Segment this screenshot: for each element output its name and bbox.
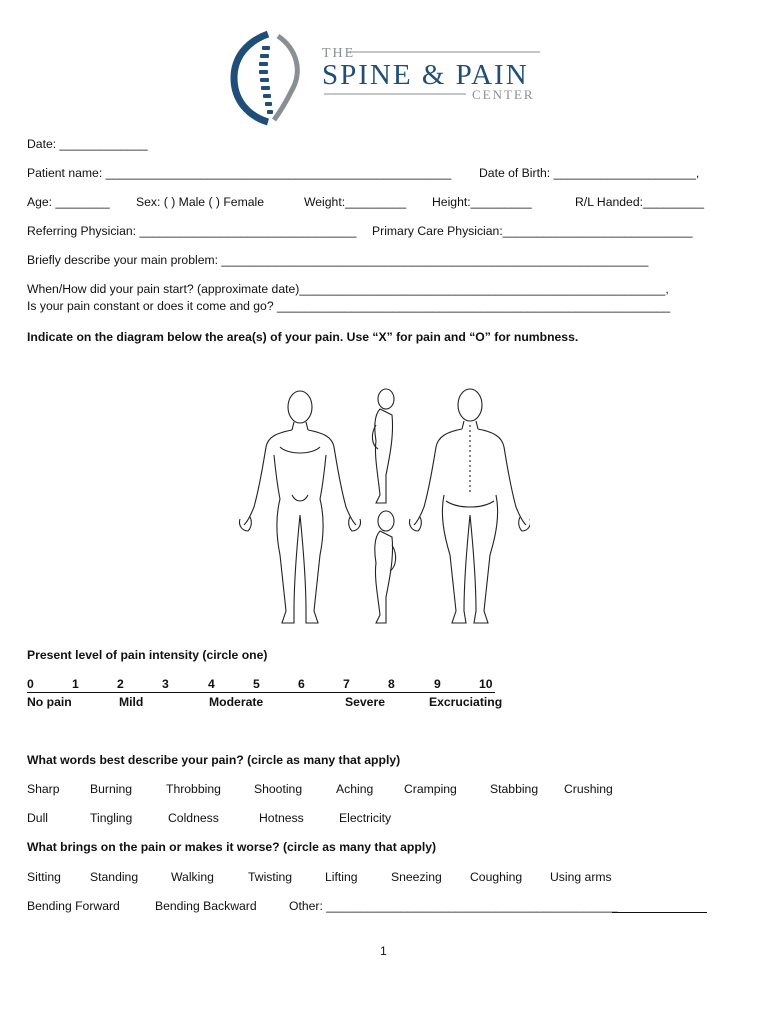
logo-center-text: CENTER: [472, 87, 535, 102]
trigger-sneezing[interactable]: Sneezing: [391, 870, 442, 884]
word-electricity[interactable]: Electricity: [339, 811, 392, 825]
date-of-birth-field[interactable]: Date of Birth: _____________________,: [479, 166, 700, 180]
pain-constant-field[interactable]: Is your pain constant or does it come and go? __________________________________________________________: [27, 299, 671, 313]
word-burning[interactable]: Burning: [90, 782, 133, 796]
label-severe: Severe: [345, 695, 385, 709]
back-body-figure[interactable]: [409, 389, 530, 623]
scale-1[interactable]: 1: [72, 677, 79, 691]
pain-start-field[interactable]: When/How did your pain start? (approximate date)______________________________________________________,: [27, 282, 669, 296]
trigger-using-arms[interactable]: Using arms: [550, 870, 612, 884]
diagram-instruction: Indicate on the diagram below the area(s) of your pain. Use “X” for pain and “O” for numbness.: [27, 330, 579, 344]
pain-words-heading: What words best describe your pain? (circle as many that apply): [27, 753, 401, 767]
scale-5[interactable]: 5: [253, 677, 260, 691]
word-crushing[interactable]: Crushing: [564, 782, 613, 796]
body-diagram[interactable]: [230, 385, 530, 635]
pain-intensity-heading: Present level of pain intensity (circle one): [27, 648, 268, 662]
scale-6[interactable]: 6: [298, 677, 305, 691]
trigger-standing[interactable]: Standing: [90, 870, 139, 884]
word-aching[interactable]: Aching: [336, 782, 374, 796]
page-number: 1: [380, 944, 387, 958]
date-field[interactable]: Date: _____________: [27, 137, 148, 151]
word-cramping[interactable]: Cramping: [404, 782, 457, 796]
word-dull[interactable]: Dull: [27, 811, 48, 825]
side-body-figure-top[interactable]: [372, 389, 394, 503]
trigger-sitting[interactable]: Sitting: [27, 870, 61, 884]
other-field-underline: [612, 912, 707, 913]
side-body-figure-bottom[interactable]: [375, 511, 396, 623]
scale-3[interactable]: 3: [162, 677, 169, 691]
scale-4[interactable]: 4: [208, 677, 215, 691]
trigger-bending-forward[interactable]: Bending Forward: [27, 899, 120, 913]
word-throbbing[interactable]: Throbbing: [166, 782, 221, 796]
scale-9[interactable]: 9: [434, 677, 441, 691]
patient-name-field[interactable]: Patient name: ___________________________________________________: [27, 166, 452, 180]
trigger-lifting[interactable]: Lifting: [325, 870, 358, 884]
trigger-bending-backward[interactable]: Bending Backward: [155, 899, 257, 913]
primary-care-physician-field[interactable]: Primary Care Physician:____________________________: [372, 224, 693, 238]
scale-7[interactable]: 7: [343, 677, 350, 691]
referring-physician-field[interactable]: Referring Physician: ________________________________: [27, 224, 357, 238]
trigger-walking[interactable]: Walking: [171, 870, 214, 884]
label-mild: Mild: [119, 695, 144, 709]
trigger-twisting[interactable]: Twisting: [248, 870, 293, 884]
scale-8[interactable]: 8: [388, 677, 395, 691]
word-tingling[interactable]: Tingling: [90, 811, 133, 825]
handedness-field[interactable]: R/L Handed:_________: [575, 195, 704, 209]
word-hotness[interactable]: Hotness: [259, 811, 304, 825]
height-field[interactable]: Height:_________: [432, 195, 532, 209]
weight-field[interactable]: Weight:_________: [304, 195, 407, 209]
logo-the-text: THE: [322, 46, 356, 61]
label-moderate: Moderate: [209, 695, 264, 709]
logo-name-text: SPINE & PAIN: [322, 59, 529, 91]
sex-field[interactable]: Sex: ( ) Male ( ) Female: [136, 195, 264, 209]
age-field[interactable]: Age: ________: [27, 195, 110, 209]
word-sharp[interactable]: Sharp: [27, 782, 60, 796]
spine-pain-center-logo: [228, 28, 548, 128]
trigger-coughing[interactable]: Coughing: [470, 870, 523, 884]
scale-10[interactable]: 10: [479, 677, 493, 691]
label-no-pain: No pain: [27, 695, 72, 709]
worse-heading: What brings on the pain or makes it worse? (circle as many that apply): [27, 840, 437, 854]
other-field[interactable]: Other: ___________________________________________: [289, 899, 618, 913]
main-problem-field[interactable]: Briefly describe your main problem: _______________________________________________________________: [27, 253, 649, 267]
word-stabbing[interactable]: Stabbing: [490, 782, 539, 796]
front-body-figure[interactable]: [239, 391, 360, 623]
word-shooting[interactable]: Shooting: [254, 782, 303, 796]
scale-underline: [27, 692, 495, 693]
scale-0[interactable]: 0: [27, 677, 34, 691]
word-coldness[interactable]: Coldness: [168, 811, 219, 825]
scale-2[interactable]: 2: [117, 677, 124, 691]
label-excruciating: Excruciating: [429, 695, 503, 709]
spine-logo-icon: [228, 28, 548, 128]
